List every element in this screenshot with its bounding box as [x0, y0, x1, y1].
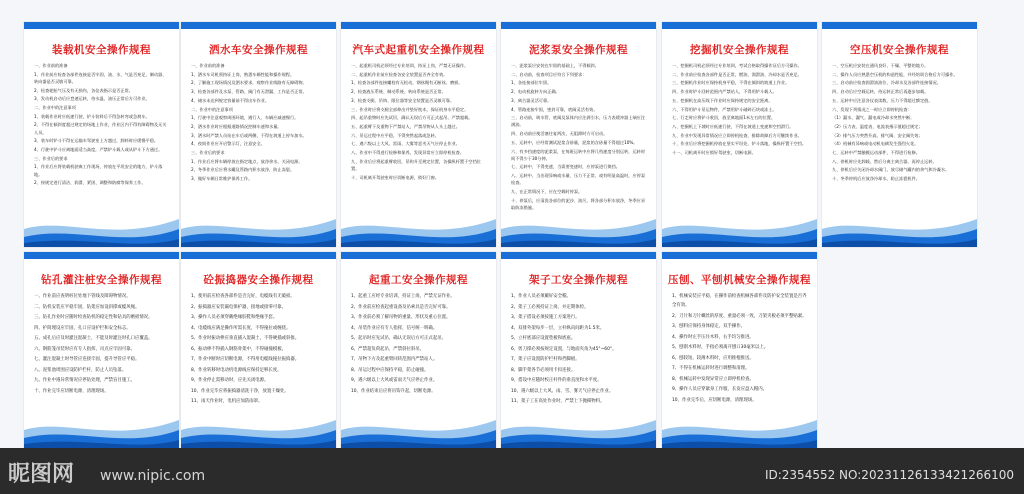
board-paragraph: 二、起重机作业前应检查各安全装置是否齐全有效。: [351, 71, 448, 77]
board-paragraph: 8、机械运转中发现异常应立即停机检查。: [672, 376, 754, 382]
board-paragraph: 八、停机时应先卸载，然后分离主离合器，再停止运转。: [832, 158, 937, 164]
board-paragraph: 4、夜间作业应开启警示灯，注意安全。: [191, 141, 265, 147]
board-paragraph: 二、操作人员应熟悉空压机的构造性能，并经培训合格后方可操作。: [832, 71, 958, 77]
board-paragraph: 1、装载作业时应低速行驶，铲斗装料后不得急转弯或急刹车。: [34, 113, 150, 119]
board-paragraph: 1、作业前应检查各部件连接是否牢固，油、水、气是否充足，制动器、转向器是否灵敏可靠。: [34, 71, 167, 84]
board-paragraph: 6、振动棒不得插入钢筋骨架中，不得碰撞模板。: [191, 346, 286, 352]
safety-board: [341, 22, 496, 247]
board-paragraph: 三、挖掘机作业时应保持机身平稳，不得在倾斜的坡道上作业。: [672, 80, 790, 86]
wave-decoration: [662, 400, 817, 448]
board-paragraph: 3、离合器灵活可靠。: [511, 97, 552, 103]
board-paragraph: 5、立杆底部应设置垫板和底座。: [511, 336, 576, 341]
board-body: [191, 292, 326, 414]
board-paragraph: 十、作业后应将挖掘机停放在坚实平坦处，铲斗落地，操纵杆置于空挡。: [672, 141, 807, 147]
board-paragraph: 十、停泵后，应清洗各部位的泥沙、油污，将各部分积水放净，冬季应采取防冻措施。: [511, 197, 646, 210]
image-id: ID:2354552 NO:20231126133421266100: [764, 468, 1014, 482]
board-paragraph: 3、架子搭设必须按施工方案进行。: [511, 315, 580, 320]
board-paragraph: 七、行走时应将铲斗收回，放至离地面1米左右的位置。: [672, 115, 776, 121]
wave-decoration: [822, 199, 977, 247]
board-title: 空压机安全操作规程: [850, 44, 949, 56]
wave-decoration: [181, 400, 336, 448]
board-paragraph: 7、不得在机械运转时进行调整和清理。: [672, 366, 750, 371]
board-paragraph: 7、作业中断时应切断电源，不得用电缆线拖拉振捣器。: [191, 357, 300, 362]
board-paragraph: 3、检查各部件及水泵、管路、阀门有无泄漏，工作是否正常。: [191, 89, 307, 95]
board-paragraph: 三、作业时应将支腿全部伸出并垫好枕木，保证机身水平稳定。: [351, 106, 469, 112]
board-title: 钻孔灌注桩安全操作规程: [41, 274, 162, 286]
board-paragraph: 一、作业前的准备: [34, 63, 68, 68]
board-paragraph: 七、运转中严禁触摸运动部件，不得进行检修。: [832, 150, 920, 156]
board-body: [511, 292, 646, 414]
board-title: 泥浆泵安全操作规程: [529, 44, 628, 56]
board-body: [351, 62, 486, 203]
board-paragraph: 一、起重机司机必须经过专业培训，持证上岗，严禁无证操作。: [351, 63, 469, 68]
safety-board: [501, 252, 656, 448]
board-paragraph: 三、作业后的要求: [34, 155, 68, 161]
board-paragraph: 1、作业人员必须戴好安全帽。: [511, 294, 571, 299]
board-paragraph: 2、作业前应检查起重设备及吊索具是否完好可靠。: [351, 304, 451, 310]
board-body: [832, 62, 967, 203]
board-paragraph: 二、作业中的注意事项: [191, 106, 233, 112]
board-paragraph: 2、不得在倾斜度超过规定的场地上作业，作业区内不得有障碍物及无关人员。: [34, 122, 167, 135]
board-paragraph: 10、作业完毕后，应切断电源，清理现场。: [672, 397, 757, 403]
board-paragraph: 2、检查液压系统、制动系统、转向系统是否正常。: [351, 89, 446, 95]
board-paragraph: 7、架子应设置防护栏杆和挡脚板。: [511, 357, 580, 362]
board-paragraph: 11、雨天作业时，电机应加防雨罩。: [191, 399, 263, 404]
board-paragraph: 3、刨料应保持身体稳定，双手操作。: [672, 324, 746, 329]
watermark-bar: [0, 448, 1024, 494]
wave-decoration: [181, 199, 336, 247]
board-paragraph: 4、管路连接牢固，密封可靠，底阀灵活有效。: [511, 106, 598, 112]
board-paragraph: 一、泥浆泵应安装在牢固的基础上，不得倾斜。: [511, 63, 599, 68]
board-paragraph: 十、司机离开驾驶室时应切断电源，锁好门窗。: [351, 174, 439, 180]
board-top-bar: [341, 252, 496, 259]
board-paragraph: 八、挖掘机上下坡时应低速行驶，不得在坡道上变速和空挡滑行。: [672, 123, 794, 129]
board-paragraph: 2、刀片和刀片螺丝的厚度、重量必须一致，刀架夹板必须平整贴紧。: [672, 313, 807, 319]
site-url: www.nipic.com: [100, 468, 206, 484]
board-paragraph: 3、洒水时严禁人员站在车后或两侧，不得在坡道上停车加水。: [191, 132, 307, 138]
board-paragraph: 9、遇六级以上大风或雷雨天气应停止作业。: [351, 378, 438, 383]
board-paragraph: 4、操作时左手压住木料，右手均匀推进。: [672, 334, 754, 340]
board-paragraph: 8、作业转移时电动机电源线应保持足够长度。: [191, 367, 282, 373]
board-paragraph: 7、吊物下方及起重臂回转范围内严禁站人。: [351, 357, 438, 362]
board-paragraph: 七、遇六级以上大风、雷雨、大雾等恶劣天气应停止作业。: [351, 141, 460, 147]
board-body: [351, 292, 486, 414]
wave-decoration: [662, 199, 817, 247]
board-paragraph: 11、架子工在高处作业时，严禁上下抛掷物料。: [511, 399, 605, 404]
board-paragraph: 4、吊装作业应有专人指挥，信号统一明确。: [351, 325, 438, 331]
wave-decoration: [501, 400, 656, 448]
board-paragraph: 五、挖掘机在高压线下作业时应保持规定的安全距离。: [672, 97, 773, 103]
wave-decoration: [341, 199, 496, 247]
board-paragraph: 4、行驶中铲斗应离地面适当高度，严禁铲斗载人或从铲斗下方通过。: [34, 147, 163, 153]
board-title: 汽车式起重机安全操作规程: [352, 44, 485, 56]
wave-decoration: [24, 199, 179, 247]
board-paragraph: 4、储水未达到规定容量前不得出车作业。: [191, 97, 270, 103]
board-top-bar: [181, 22, 336, 29]
board-top-bar: [181, 252, 336, 259]
wave-decoration: [501, 199, 656, 247]
board-paragraph: 4、电缆线应满足操作所需长度，不得拖拉或缠绕。: [191, 325, 291, 331]
board-paragraph: 2、振捣器应安装漏电保护器，接地或接零可靠。: [191, 304, 286, 310]
board-paragraph: 三、启动前，吸水管、底阀及泵体内应注满引水，压力表缓冲器上端应注满油。: [511, 115, 646, 128]
board-paragraph: 6、剪刀撑必须按规定设置，与地面夹角为45°~60°。: [511, 346, 617, 352]
board-top-bar: [501, 22, 656, 29]
safety-board: [662, 22, 817, 247]
board-paragraph: 3、操作人员必须穿戴绝缘胶鞋和绝缘手套。: [191, 315, 278, 320]
board-paragraph: 9、搭设中应随时校正杆件的垂直度和水平度。: [511, 378, 602, 383]
board-paragraph: 一、作业前应查明桩位处地下管线及障碍物情况。: [34, 294, 131, 299]
board-body: [191, 62, 326, 203]
board-paragraph: 一、空压机应安装在通风良好、干燥、平整的地方。: [832, 63, 929, 68]
board-body: [672, 62, 807, 203]
board-body: [34, 292, 169, 414]
board-paragraph: （3）排气压力突然升高，排气阀、安全阀失效；: [832, 132, 923, 138]
board-paragraph: 10、作业结束后应将吊钩升起，切断电源。: [351, 388, 436, 394]
board-paragraph: 二、作业前应检查各部件是否正常，燃油、润滑油、冷却水是否充足。: [672, 71, 802, 77]
board-paragraph: 10、作业完毕应将振捣器清洗干净，放置干燥处。: [191, 388, 289, 394]
board-paragraph: 九、作业后应将起重臂收回，吊钩升至规定位置，各操纵杆置于空挡位置。: [351, 158, 481, 171]
board-paragraph: 6、严禁超负荷起吊，严禁斜拉斜吊。: [351, 346, 425, 352]
board-paragraph: 一、挖掘机司机必须经过专业培训，考试合格取得操作证后方可操作。: [672, 63, 802, 68]
board-paragraph: 10、遇六级以上大风、雨、雪、雾天气应停止作业。: [511, 388, 614, 394]
board-paragraph: 五、运转中应注意各仪表读数，压力不得超过额定值。: [832, 97, 933, 103]
board-paragraph: 二、作业中的注意事项: [34, 105, 76, 111]
board-paragraph: 8、脚手架各节必须用卡扣连接。: [511, 367, 576, 373]
board-paragraph: 2、按规定进行清洁、润滑、紧固、调整和防腐等保养工作。: [34, 180, 146, 186]
board-paragraph: 二、钻机安装应平稳牢固，钻架应加设斜撑或缆风绳。: [34, 304, 140, 310]
board-paragraph: 六、不得用铲斗吊运物件，严禁用铲斗破碎石块或冻土。: [672, 106, 777, 112]
board-paragraph: 十一、司机离开时应锁好驾驶室，切断电源。: [672, 150, 756, 156]
board-paragraph: 3、检查支腿、吊钩、限位器等安全装置是否灵敏可靠。: [351, 97, 455, 103]
board-body: [34, 62, 169, 203]
board-paragraph: 二、启动前，检查项目应符合下列要求：: [511, 71, 587, 77]
safety-board: [24, 252, 179, 448]
board-paragraph: 三、钻孔作业时应随时检查钻机的稳定性和钻具的磨损情况。: [34, 315, 153, 320]
board-paragraph: 5、作业时振动棒应垂直插入混凝土，不得硬插或斜推。: [191, 336, 300, 341]
wave-decoration: [24, 400, 179, 448]
board-paragraph: 十、冬季停机后应放净冷却水，防止冻裂机件。: [832, 176, 920, 182]
safety-board: [662, 252, 817, 448]
board-paragraph: 九、作业中发现异常情况应立即停机检查，排除故障后方可继续作业。: [672, 132, 802, 138]
board-paragraph: 9、操作人员应穿紧身工作服，长发应盘入帽内。: [672, 387, 767, 392]
board-paragraph: 2、检查轮胎气压及有无损伤，各仪表指示是否正常。: [34, 87, 133, 93]
board-paragraph: 3、发动机启动后应怠速运转，待水温、油压正常后方可作业。: [34, 96, 150, 102]
board-paragraph: 1、检查各部件连接螺栓有无松动，钢丝绳有无断丝、磨损。: [351, 80, 463, 86]
safety-board: [181, 22, 336, 247]
board-paragraph: 八、作业中不得进行检修和保养，发现异常应立即停机检查。: [351, 150, 465, 156]
board-title: 挖掘机安全操作规程: [690, 44, 789, 56]
board-paragraph: 1、行驶中注意观察周围环境，遇行人、车辆应减速慢行。: [191, 115, 299, 121]
safety-board: [341, 252, 496, 448]
board-paragraph: 四、启动前应使活塞往复两次，无阻滞时方可启动。: [511, 131, 608, 137]
board-paragraph: 六、钢筋笼吊装时应有专人指挥，吊点应牢固可靠。: [34, 346, 135, 352]
safety-board: [181, 252, 336, 448]
board-paragraph: （2）压力表、温度表、电流表指示值超过规定；: [832, 123, 923, 129]
board-paragraph: 一、作业前的准备: [191, 63, 225, 68]
site-logo-text: 昵图网: [8, 461, 75, 487]
board-paragraph: （1）漏水、漏气、漏电或冷却水突然中断；: [832, 115, 915, 121]
board-paragraph: 3、做好车辆日常维护保养工作。: [191, 176, 253, 182]
board-paragraph: 1、使用前应检查各部件是否完好，电缆线有无破损。: [191, 294, 295, 299]
board-top-bar: [662, 252, 817, 259]
board-title: 压刨、平刨机械安全操作规程: [668, 274, 811, 286]
board-paragraph: 五、运转中，应经常测试泥浆含砂量，泥浆的含砂量不得超过10%。: [511, 139, 638, 145]
wave-decoration: [341, 400, 496, 448]
board-top-bar: [24, 252, 179, 259]
board-paragraph: 七、运转中，不得变速，当需要变速时，应停泵进行换挡。: [511, 164, 620, 170]
board-paragraph: 七、灌注混凝土时导管应连接牢固，提升导管应平稳。: [34, 357, 140, 362]
board-paragraph: 1、洒水车司机须持证上岗，熟悉车辆性能和操作规程。: [191, 71, 295, 77]
board-paragraph: 三、作业后的要求: [191, 150, 225, 156]
board-paragraph: 1、机械安装应平稳，在操作前检查机械各部件及防护安全装置是否齐全有效。: [672, 294, 807, 308]
board-body: [672, 292, 807, 414]
board-paragraph: 1、各连接部位牢固。: [511, 80, 552, 86]
board-title: 起重工安全操作规程: [369, 274, 468, 286]
board-paragraph: 2、电动机旋转方向正确。: [511, 89, 560, 95]
board-paragraph: 三、启动前应检查润滑油油位、冷却水及各部件连接情况。: [832, 80, 941, 86]
safety-board: [822, 22, 977, 247]
board-paragraph: （4）机械有异响或电动机电刷发生强烈火花。: [832, 141, 919, 147]
board-top-bar: [662, 22, 817, 29]
board-paragraph: 五、起重臂下及重物下严禁站人，严禁吊物从人头上越过。: [351, 123, 460, 129]
board-paragraph: 9、作业停止需移动时，应先关闭电源。: [191, 378, 269, 383]
board-title: 砼振捣器安全操作规程: [203, 274, 314, 286]
board-paragraph: 九、在正常情况下，应在空载时停泵。: [511, 189, 583, 195]
board-paragraph: 九、停机后应关闭冷却水阀门，放尽储气罐内的余气和冷凝水。: [832, 167, 950, 173]
board-paragraph: 十、作业完毕应切断电源，清理现场。: [34, 388, 109, 394]
board-paragraph: 2、架子工必须持证上岗，并定期体检。: [511, 304, 589, 310]
board-paragraph: 四、作业时铲斗回转范围内严禁站人，不得用铲斗载人。: [672, 89, 777, 95]
board-top-bar: [822, 22, 977, 29]
board-paragraph: 四、护筒埋设应牢固，孔口应设护栏和安全标志。: [34, 325, 131, 331]
board-paragraph: 2、了解施工现场情况及洒水要求，观察作业线路有无障碍物。: [191, 80, 307, 86]
board-paragraph: 九、作业中遇异常情况应停钻处理，严禁盲目施工。: [34, 378, 135, 383]
board-paragraph: 六、吊运过程中应平稳，不得突然起落或急转。: [351, 132, 439, 138]
board-paragraph: 4、双排外架每步一层，立杆纵向间距为1.5米。: [511, 325, 605, 331]
board-paragraph: 6、刨较短、较薄木料时，应用推棍推送。: [672, 355, 754, 361]
board-paragraph: 四、启动后应空载运转，待运转正常后再逐步加载。: [832, 89, 929, 95]
board-paragraph: 5、刨削木料时，手指必须离开刨口30毫米以上。: [672, 345, 769, 350]
board-body: [511, 62, 646, 210]
board-paragraph: 2、冬季作业后应将水罐及管路内积水放净，防止冻裂。: [191, 167, 295, 173]
board-paragraph: 六、发现下列情况之一时应立即停机检查：: [832, 106, 912, 112]
board-paragraph: 四、起吊重物时应先试吊，确认无误后方可正式起吊，严禁超载。: [351, 115, 473, 121]
board-title: 架子工安全操作规程: [529, 274, 628, 286]
board-paragraph: 3、装车时铲斗不得在运输车驾驶室上方越过，卸料时应缓慢平稳。: [34, 138, 159, 144]
board-paragraph: 8、吊运过程中应保持平稳，防止碰撞。: [351, 367, 429, 373]
board-paragraph: 1、作业后应将车辆停放在指定地点，放净余水，关闭电源。: [191, 158, 303, 164]
board-paragraph: 3、作业前必须了解吊物的重量、形状及重心位置。: [351, 315, 451, 320]
board-paragraph: 1、起重工应经专业培训，持证上岗，严禁无证作业。: [351, 294, 455, 299]
board-paragraph: 5、起吊时应先试吊，确认无误后方可正式起吊。: [351, 336, 446, 341]
board-top-bar: [501, 252, 656, 259]
board-paragraph: 2、洒水作业时应根据道路情况控制车速和水量。: [191, 123, 282, 129]
board-paragraph: 五、成孔后应及时灌注混凝土，不能及时灌注时孔口应覆盖。: [34, 336, 153, 341]
board-paragraph: 六、有多挡速度的泥浆泵，在每班运转中应将几档速度分别运转，运转时间不得少于30分钟。: [511, 148, 646, 161]
board-top-bar: [341, 22, 496, 29]
safety-board: [501, 22, 656, 247]
board-paragraph: 1、作业后应将装载机驶离工作现场，停放在平坦安全的地方，铲斗落地。: [34, 164, 163, 177]
board-paragraph: 八、运转中，当出现异响或水量、压力不正常，或有明显高温时，应停泵检查。: [511, 173, 646, 186]
safety-board: [24, 22, 179, 247]
board-top-bar: [24, 22, 179, 29]
board-title: 洒水车安全操作规程: [209, 44, 308, 56]
board-title: 装载机安全操作规程: [52, 44, 151, 56]
board-paragraph: 八、泥浆池周围应设防护栏杆，防止人员坠落。: [34, 367, 127, 373]
